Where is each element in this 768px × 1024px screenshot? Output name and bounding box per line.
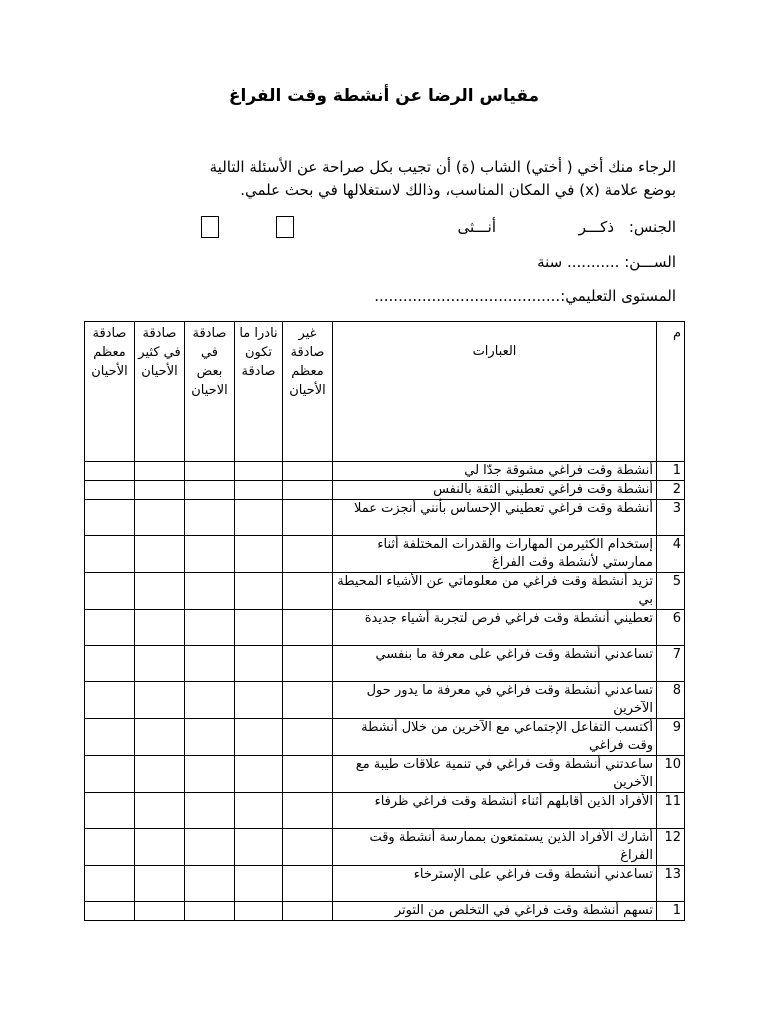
row-statement: أنشطة وقت فراغي تعطيني الإحساس بأنني أنجزت عملا: [333, 500, 657, 536]
answer-cell[interactable]: [185, 462, 235, 481]
answer-cell[interactable]: [135, 719, 185, 756]
answer-cell[interactable]: [85, 646, 135, 682]
answer-cell[interactable]: [283, 536, 333, 573]
row-statement: تسهم أنشطة وقت فراغي في التخلص من التوتر: [333, 902, 657, 921]
row-number: 7: [657, 646, 685, 682]
row-number: 10: [657, 756, 685, 793]
answer-cell[interactable]: [135, 682, 185, 719]
row-statement: تزيد أنشطة وقت فراغي من معلوماتي عن الأشياء المحيطة بي: [333, 573, 657, 610]
answer-cell[interactable]: [283, 610, 333, 646]
header-sometimes-true: صادقة في بعض الاحيان: [185, 322, 235, 462]
answer-cell[interactable]: [283, 646, 333, 682]
answer-cell[interactable]: [135, 573, 185, 610]
row-number: 11: [657, 793, 685, 829]
answer-cell[interactable]: [283, 682, 333, 719]
row-statement: أنشطة وقت فراغي مشوقة جدّا لي: [333, 462, 657, 481]
row-statement: أكتسب التفاعل الإجتماعي مع الآخرين من خلال أنشطة وقت فراغي: [333, 719, 657, 756]
answer-cell[interactable]: [85, 610, 135, 646]
page-title: مقياس الرضا عن أنشطة وقت الفراغ: [228, 86, 540, 106]
header-often-true: صادقة في كثير الأحيان: [135, 322, 185, 462]
answer-cell[interactable]: [135, 829, 185, 866]
table-row: [85, 646, 685, 682]
answer-cell[interactable]: [135, 610, 185, 646]
answer-cell[interactable]: [185, 793, 235, 829]
table-row: [85, 610, 685, 646]
table-row: [85, 756, 685, 793]
answer-cell[interactable]: [85, 682, 135, 719]
answer-cell[interactable]: [135, 646, 185, 682]
answer-cell[interactable]: [235, 682, 283, 719]
gender-label: الجنس:: [628, 218, 676, 236]
answer-cell[interactable]: [235, 793, 283, 829]
row-number: 12: [657, 829, 685, 866]
answer-cell[interactable]: [235, 829, 283, 866]
answer-cell[interactable]: [185, 536, 235, 573]
answer-cell[interactable]: [235, 481, 283, 500]
gender-row: [76, 216, 676, 242]
answer-cell[interactable]: [185, 500, 235, 536]
education-field[interactable]: المستوى التعليمي:.......................................: [374, 287, 676, 305]
answer-cell[interactable]: [85, 829, 135, 866]
table-row: [85, 682, 685, 719]
scale-table: [84, 321, 685, 921]
answer-cell[interactable]: [135, 536, 185, 573]
answer-cell[interactable]: [185, 829, 235, 866]
answer-cell[interactable]: [135, 902, 185, 921]
row-number: 13: [657, 866, 685, 902]
answer-cell[interactable]: [185, 481, 235, 500]
answer-cell[interactable]: [283, 756, 333, 793]
header-rarely-true: نادرا ما تكون صادقة: [235, 322, 283, 462]
row-statement: تساعدني أنشطة وقت فراغي على الإسترخاء: [333, 866, 657, 902]
answer-cell[interactable]: [135, 500, 185, 536]
table-row: [85, 481, 685, 500]
female-option-label: أنـــثى: [457, 218, 496, 236]
answer-cell[interactable]: [235, 536, 283, 573]
age-field[interactable]: الســـن: ........... سنة: [537, 253, 676, 271]
answer-cell[interactable]: [185, 646, 235, 682]
answer-cell[interactable]: [283, 866, 333, 902]
instructions: [76, 156, 676, 202]
table-row: [85, 500, 685, 536]
header-never-true: غير صادقة معظم الأحيان: [283, 322, 333, 462]
row-statement: تساعدني أنشطة وقت فراغي على معرفة ما بنفسي: [333, 646, 657, 682]
answer-cell[interactable]: [185, 719, 235, 756]
answer-cell[interactable]: [85, 793, 135, 829]
answer-cell[interactable]: [235, 500, 283, 536]
row-number: 6: [657, 610, 685, 646]
answer-cell[interactable]: [235, 719, 283, 756]
row-statement: الأفراد الذين أقابلهم أثناء أنشطة وقت فراغي ظرفاء: [333, 793, 657, 829]
answer-cell[interactable]: [135, 462, 185, 481]
answer-cell[interactable]: [185, 902, 235, 921]
table-row: [85, 573, 685, 610]
answer-cell[interactable]: [283, 462, 333, 481]
male-checkbox[interactable]: [276, 216, 294, 238]
answer-cell[interactable]: [185, 756, 235, 793]
answer-cell[interactable]: [135, 793, 185, 829]
answer-cell[interactable]: [235, 610, 283, 646]
row-number: 3: [657, 500, 685, 536]
answer-cell[interactable]: [85, 536, 135, 573]
answer-cell[interactable]: [283, 719, 333, 756]
answer-cell[interactable]: [85, 573, 135, 610]
table-row: [85, 793, 685, 829]
answer-cell[interactable]: [135, 481, 185, 500]
answer-cell[interactable]: [235, 462, 283, 481]
table-row: [85, 719, 685, 756]
table-row: [85, 866, 685, 902]
male-option-label: ذكـــر: [578, 218, 614, 236]
row-number: 8: [657, 682, 685, 719]
answer-cell[interactable]: [283, 902, 333, 921]
answer-cell[interactable]: [85, 481, 135, 500]
answer-cell[interactable]: [135, 756, 185, 793]
row-statement: أشارك الأفراد الذين يستمتعون بممارسة أنشطة وقت الفراغ: [333, 829, 657, 866]
row-number: 4: [657, 536, 685, 573]
answer-cell[interactable]: [283, 829, 333, 866]
answer-cell[interactable]: [185, 610, 235, 646]
header-number: م: [657, 322, 685, 462]
row-statement: تعطيني أنشطة وقت فراغي فرص لتجربة أشياء جديدة: [333, 610, 657, 646]
answer-cell[interactable]: [85, 902, 135, 921]
row-number: 2: [657, 481, 685, 500]
answer-cell[interactable]: [135, 866, 185, 902]
answer-cell[interactable]: [283, 500, 333, 536]
table-row: [85, 829, 685, 866]
instructions-line-2: بوضع علامة (x) في المكان المناسب، وذالك لاستغلالها في بحث علمي.: [240, 181, 676, 199]
table-row: [85, 536, 685, 573]
instructions-line-1: الرجاء منك أخي ( أختي) الشاب (ة) أن تجيب بكل صراحة عن الأسئلة التالية: [209, 158, 676, 176]
answer-cell[interactable]: [235, 573, 283, 610]
answer-cell[interactable]: [283, 481, 333, 500]
answer-cell[interactable]: [85, 866, 135, 902]
answer-cell[interactable]: [185, 573, 235, 610]
header-statements: العبارات: [333, 322, 657, 462]
row-number: 1: [657, 462, 685, 481]
header-mostly-true: صادقة معظم الأحيان: [85, 322, 135, 462]
answer-cell[interactable]: [85, 719, 135, 756]
row-statement: أنشطة وقت فراغي تعطيني الثقة بالنفس: [333, 481, 657, 500]
row-number: 1: [657, 902, 685, 921]
row-statement: ساعدتني أنشطة وقت فراغي في تنمية علاقات طيبة مع الآخرين: [333, 756, 657, 793]
answer-cell[interactable]: [85, 756, 135, 793]
row-number: 9: [657, 719, 685, 756]
answer-cell[interactable]: [235, 646, 283, 682]
row-number: 5: [657, 573, 685, 610]
row-statement: إستخدام الكثيرمن المهارات والقدرات المختلفة أثناء ممارستي لأنشطة وقت الفراغ: [333, 536, 657, 573]
answer-cell[interactable]: [235, 866, 283, 902]
answer-cell[interactable]: [185, 866, 235, 902]
answer-cell[interactable]: [185, 682, 235, 719]
answer-cell[interactable]: [283, 573, 333, 610]
answer-cell[interactable]: [283, 793, 333, 829]
answer-cell[interactable]: [235, 756, 283, 793]
answer-cell[interactable]: [85, 462, 135, 481]
row-statement: تساعدني أنشطة وقت فراغي في معرفة ما يدور حول الآخرين: [333, 682, 657, 719]
table-row: [85, 902, 685, 921]
answer-cell[interactable]: [85, 500, 135, 536]
table-row: [85, 462, 685, 481]
answer-cell[interactable]: [235, 902, 283, 921]
female-checkbox[interactable]: [201, 216, 219, 238]
